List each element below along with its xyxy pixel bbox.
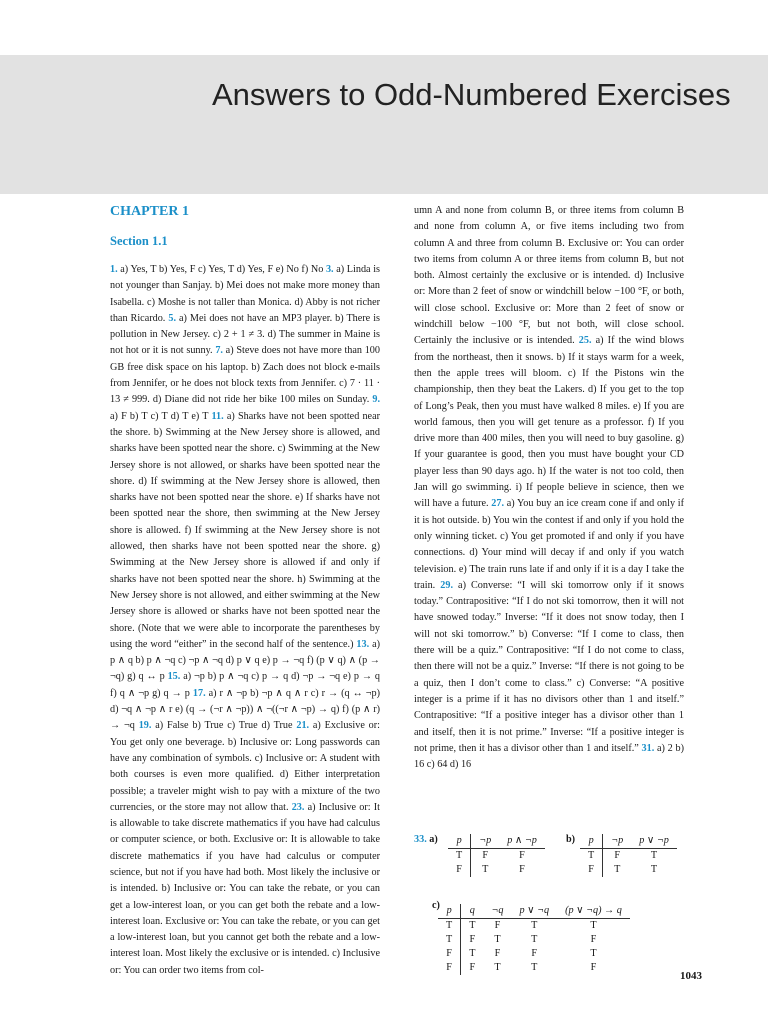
exercise-answer: a) Yes, T b) Yes, F c) Yes, T d) Yes, F e) No f) No (117, 264, 326, 275)
table-row (438, 919, 630, 934)
table-cell: T (588, 850, 595, 861)
exercise-number: 13. (356, 638, 370, 650)
right-column (414, 203, 684, 773)
table-cell: F (494, 920, 501, 931)
exercise-number: 31. (641, 742, 655, 754)
table-header: ¬p (603, 834, 631, 849)
table-cell: F (446, 948, 452, 959)
exercise-answer: umn A and none from column B, or three items from column B and none from column A, or five items including two from column A and three from column B. Exclusive or: You can order two items from column A or three items from column B, but not both. Almost certainly the exclusive or is intended. d) Inclusive or: More than 2 feet of snow or windchill below −100 °F, or both, will close school. Exclusive or: More than 2 feet of snow or windchill below −100 °F, but not both, will close school. Certainly the inclusive or is intended. (414, 205, 684, 347)
truth-table-c (438, 904, 630, 975)
table-cell: T (531, 934, 538, 945)
answers-text-right (414, 203, 684, 773)
table-row (448, 849, 545, 864)
exercise-answer: a) 2 b) 16 c) 64 d) 16 (414, 742, 684, 771)
exercise-number: 19. (138, 720, 152, 732)
table-cell: T (446, 920, 453, 931)
exercise-answer: a) Converse: “I will ski tomorrow only if it snows today.” Contrapositive: “If I do not ski tomorrow, then it will not have snowed today.” Inverse: “If it does not snow today, then I will not ski tomorrow.” b) Converse: “If I come to class, then there will be a quiz.” Contrapositive: “If I do not come to class, then there will not be a quiz.” Inverse: “If there is not going to be a quiz, then I don’t come to class.” c) Converse: “A positive integer is a prime if it has no divisors other than 1 and itself.” Contrapositive: “If a positive integer has a divisor other than 1 and itself, then it is not prime.” Inverse: “If a positive integer is not prime, then it has a divisor other than 1 and itself.” (414, 579, 684, 754)
truth-tables (414, 832, 704, 992)
table-cell: T (531, 962, 538, 973)
table-cell: F (519, 864, 525, 875)
table-row (438, 933, 630, 947)
exercise-number: 9. (372, 394, 380, 406)
table-cell: T (590, 920, 597, 931)
table-cell: T (456, 850, 463, 861)
table-cell: F (603, 849, 631, 864)
exercise-answer: a) Linda is not younger than Sanjay. b) Mei does not make more money than Isabella. c) Moshe is not taller than Monica. d) Abby is not richer than Ricardo. (110, 264, 380, 324)
table-cell: F (519, 850, 525, 861)
table-row (580, 849, 677, 864)
table-header: p ∧ ¬p (499, 834, 545, 849)
page-title: Answers to Odd-Numbered Exercises (212, 77, 731, 112)
exercise-number: 7. (215, 345, 223, 357)
table-cell: F (456, 864, 462, 875)
table-header: ¬q (483, 904, 511, 919)
table-cell: T (590, 948, 597, 959)
table-cell: T (471, 863, 499, 877)
left-column (110, 203, 380, 979)
table-cell: F (494, 948, 501, 959)
exercise-number: 3. (325, 264, 334, 275)
exercise-number: 27. (491, 498, 505, 510)
table-header: p ∨ ¬p (631, 834, 677, 849)
exercise-answer: a) Sharks have not been spotted near the shore. b) Swimming at the New Jersey shore is allowed, and sharks have been spotted near the shore. c) Swimming at the New Jersey shore is not allowed, or sharks have been spotted near the shore. d) If swimming at the New Jersey shore is allowed, then sharks have not been spotted near the shore. e) If sharks have not been spotted near the shore, then swimming at the New Jersey shore is allowed. f) If swimming at the New Jersey shore is not allowed, then sharks have not been spotted near the shore. g) Swimming at the New Jersey shore is allowed if and only if sharks have not been spotted near the shore. h) Swimming at the New Jersey shore is not allowed, and either swimming at the New Jersey shore is allowed or sharks have not been spotted near the shore. (Note that we were able to incorporate the parentheses by using the word “either” in the second half of the sentence.) (110, 410, 380, 650)
chapter-heading: CHAPTER 1 (110, 204, 189, 219)
table-cell: F (590, 934, 597, 945)
truth-table-b (580, 834, 677, 877)
exercise-answer: a) Inclusive or: It is allowable to take discrete mathematics if you have had calculus or computer science, or both. Exclusive or: It is allowable to take discrete mathematics if you have had calculus or computer science, but not if you have had both. Most likely the inclusive or is intended. b) Inclusive or: You can take the rebate, or you can get a low-interest loan, or you can get both the rebate and a low-interest loan. Exclusive or: You can take the rebate, or you can get a low-interest loan, but you cannot get both the rebate and a low-interest loan. Most likely the exclusive or is intended. c) Inclusive or: You can order two items from col- (110, 801, 381, 976)
table-cell: F (590, 962, 597, 973)
table-cell: T (461, 919, 484, 934)
table-cell: T (494, 934, 501, 945)
table-cell: T (650, 850, 658, 861)
table-header: ¬p (471, 834, 499, 849)
exercise-number: 15. (167, 671, 181, 683)
sub-label: a) (429, 834, 438, 845)
table-row (580, 863, 677, 877)
exercise-answer: a) F b) T c) T d) T e) T (110, 410, 212, 422)
exercise-answer: a) r ∧ ¬p b) ¬p ∧ q ∧ r c) r → (q ↔ ¬p) d) ¬q ∧ ¬p ∧ r e) (q → (¬r ∧ ¬p)) ∧ ¬((¬r ∧ ¬p) → q) f) (p ∧ r) → ¬q (110, 687, 380, 732)
exercise-number: 23. (291, 801, 305, 813)
exercise-number: 1. (110, 264, 118, 275)
exercise-answer: a) Steve does not have more than 100 GB free disk space on his laptop. b) Zach does not block e-mails from Jennifer, or he does not block texts from Jennifer. c) 7 · 11 · 13 ≠ 999. d) Diane did not ride her bike 100 miles on Sunday. (110, 345, 380, 406)
truth-table-a (448, 834, 545, 877)
table-row (438, 947, 630, 961)
table-cell: T (461, 947, 484, 961)
sub-label: b) (566, 834, 576, 845)
exercise-answer: a) ¬p b) p ∧ ¬q c) p → q d) ¬p → ¬q e) p → q f) q ∧ ¬p g) q → p (110, 671, 381, 699)
table-cell: F (471, 849, 499, 864)
table-cell: T (531, 920, 538, 931)
table-cell: T (603, 863, 631, 877)
section-heading: Section 1.1 (110, 234, 168, 248)
table-row (438, 961, 630, 975)
table-cell: T (650, 864, 658, 875)
answers-text-left (110, 262, 380, 979)
exercise-number: 21. (296, 720, 310, 732)
table-header: p ∨ ¬q (511, 904, 557, 919)
exercise-answer: a) If the wind blows from the northeast, then it snows. b) If it stays warm for a week, then the apple trees will bloom. c) If the Pistons win the championship, then they beat the Lakers. d) If you get to the top of Long’s Peak, then you must have walked 8 miles. e) If you are world famous, then you will get tenure as a professor. f) If you drive more than 400 miles, then you will need to buy gasoline. g) If your guarantee is good, then you must have bought your CD player less than 90 days ago. h) If the water is not too cold, then Jan will go swimming. i) If people believe in science, then we will have a future. (414, 335, 684, 510)
table-row (448, 863, 545, 877)
sub-label: c) (432, 900, 440, 911)
problem-number: 33. (414, 834, 427, 845)
exercise-number: 29. (440, 579, 453, 591)
exercise-number: 17. (192, 687, 206, 699)
table-cell: T (446, 934, 453, 945)
exercise-number: 5. (168, 312, 176, 324)
exercise-answer: a) Mei does not have an MP3 player. b) There is pollution in New Jersey. c) 2 + 1 ≠ 3. d) The summer in Maine is not hot or it is not sunny. (110, 312, 380, 357)
exercise-number: 11. (211, 410, 224, 422)
table-header: p (438, 904, 461, 919)
table-cell: F (446, 962, 452, 973)
table-a-label (414, 834, 438, 845)
table-header: p (448, 834, 471, 849)
exercise-answer: a) You buy an ice cream cone if and only if it is hot outside. b) You win the contest if and only if you hold the only winning ticket. c) You get promoted if and only if you have connections. d) Your mind will decay if and only if you watch television. e) The train runs late if and only if it is a day I take the train. (414, 498, 684, 591)
table-cell: F (461, 961, 484, 975)
page-number: 1043 (680, 970, 702, 982)
table-cell: F (588, 864, 594, 875)
exercise-number: 25. (578, 335, 592, 347)
table-header: q (461, 904, 484, 919)
table-cell: F (531, 948, 538, 959)
table-b-label (566, 834, 575, 845)
table-header: (p ∨ ¬q) → q (557, 904, 630, 919)
exercise-answer: a) p ∧ q b) p ∧ ¬q c) ¬p ∧ ¬q d) p ∨ q e) p → ¬q f) (p ∨ q) ∧ (p → ¬q) g) q ↔ p (110, 638, 380, 683)
table-cell: F (461, 933, 484, 947)
table-header: p (580, 834, 603, 849)
table-cell: T (494, 962, 501, 973)
exercise-answer: a) False b) True c) True d) True (151, 720, 297, 732)
exercise-answer: a) Exclusive or: You get only one beverage. b) Inclusive or: Long passwords can have any combination of symbols. c) Inclusive or: A student with both courses is even more qualified. d) Either interpretation possible; a traveler might wish to pay with a mixture of the two currencies, or the store may not allow that. (110, 720, 380, 813)
